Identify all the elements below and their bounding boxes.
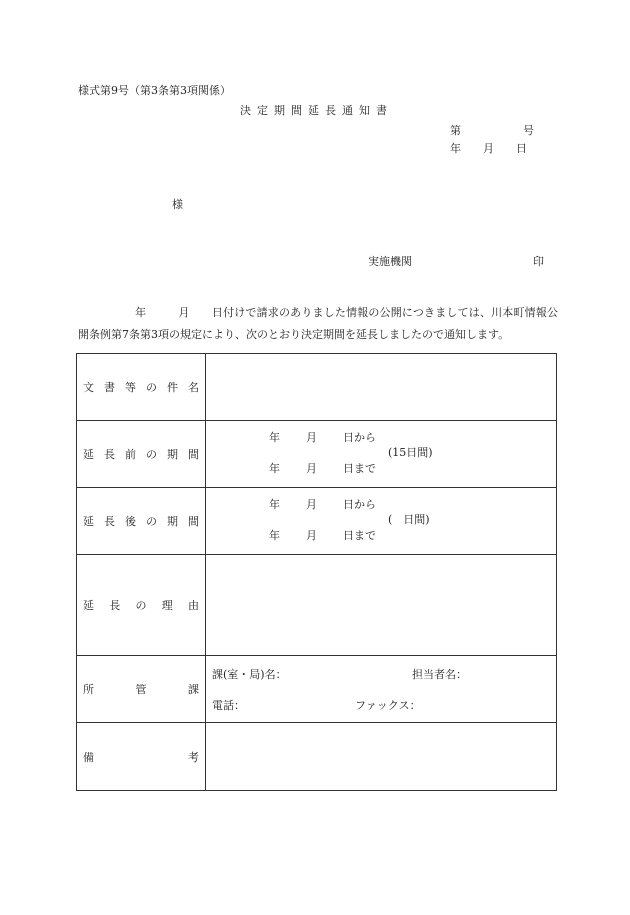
label-char: 文 <box>83 381 94 394</box>
label-char: 期 <box>167 448 178 461</box>
document-number <box>450 124 536 138</box>
label-char: 後 <box>125 515 136 528</box>
document-date <box>450 142 536 156</box>
label-char: 名 <box>188 381 199 394</box>
number-suffix: 号 <box>523 124 534 137</box>
label-char: 間 <box>188 448 199 461</box>
label-char: 課 <box>188 683 199 696</box>
label-period-before <box>77 421 206 488</box>
info-table <box>76 353 557 791</box>
value-remarks[interactable] <box>206 723 557 791</box>
body-month: 月 <box>178 306 190 319</box>
issuer-label: 実施機関 <box>368 255 412 268</box>
body-year: 年 <box>135 306 147 319</box>
body-text: 日付けで請求のありました情報の公開につきましては、川本町情報公開条例第7条第3項の規定により、次のとおり決定期間を延長しましたので通知します。 <box>78 306 559 341</box>
row-period-before <box>77 421 557 488</box>
value-period-after[interactable] <box>206 488 557 555</box>
label-char: 考 <box>188 750 199 764</box>
phone-label: 電話： <box>212 699 245 712</box>
label-char: 備 <box>83 750 94 764</box>
row-period-after <box>77 488 557 555</box>
form-id: 様式第9号（第3条第3項関係） <box>78 84 231 97</box>
dept-name-label: 課(室・局)名： <box>212 668 287 681</box>
after-days: ( 日間) <box>388 513 430 526</box>
label-char: 間 <box>188 515 199 528</box>
label-char: 理 <box>161 599 173 612</box>
row-reason <box>77 555 557 656</box>
after-end-date: 年 月 日まで <box>269 529 376 542</box>
number-prefix: 第 <box>450 124 461 137</box>
label-department <box>77 656 206 723</box>
label-document-name <box>77 354 206 421</box>
row-document-name <box>77 354 557 421</box>
before-end-date: 年 月 日まで <box>269 462 376 475</box>
label-char: 管 <box>135 683 147 696</box>
person-label: 担当者名： <box>412 668 467 681</box>
date-year: 年 <box>450 142 461 155</box>
date-day: 日 <box>516 142 527 155</box>
document-title: 決定期間延長通知書 <box>240 104 393 117</box>
before-days: (15日間) <box>388 446 433 459</box>
label-char: 長 <box>109 599 121 612</box>
label-reason <box>77 555 206 656</box>
label-char: 等 <box>125 381 136 394</box>
label-char: 長 <box>104 515 115 528</box>
value-period-before[interactable] <box>206 421 557 488</box>
row-remarks <box>77 723 557 791</box>
label-char: 由 <box>188 599 199 612</box>
seal-mark: 印 <box>533 255 544 268</box>
value-department[interactable] <box>206 656 557 723</box>
fax-label: ファックス： <box>355 699 421 712</box>
before-start-date: 年 月 日から <box>269 431 376 444</box>
label-char: の <box>135 599 147 612</box>
label-char: 件 <box>167 381 178 394</box>
label-char: 前 <box>125 448 136 461</box>
label-char: の <box>146 381 157 394</box>
body-paragraph <box>78 302 558 346</box>
label-char: 期 <box>167 515 178 528</box>
label-char: 延 <box>83 599 94 612</box>
label-char: 所 <box>83 683 94 696</box>
value-document-name[interactable] <box>206 354 557 421</box>
label-char: の <box>146 515 157 528</box>
label-char: 延 <box>83 515 94 528</box>
value-reason[interactable] <box>206 555 557 656</box>
label-char: 書 <box>104 381 115 394</box>
after-start-date: 年 月 日から <box>269 498 376 511</box>
label-remarks <box>77 723 206 791</box>
date-month: 月 <box>483 142 494 155</box>
label-char: 延 <box>83 448 94 461</box>
recipient-honorific: 様 <box>172 198 183 211</box>
label-char: 長 <box>104 448 115 461</box>
label-period-after <box>77 488 206 555</box>
row-department <box>77 656 557 723</box>
label-char: の <box>146 448 157 461</box>
